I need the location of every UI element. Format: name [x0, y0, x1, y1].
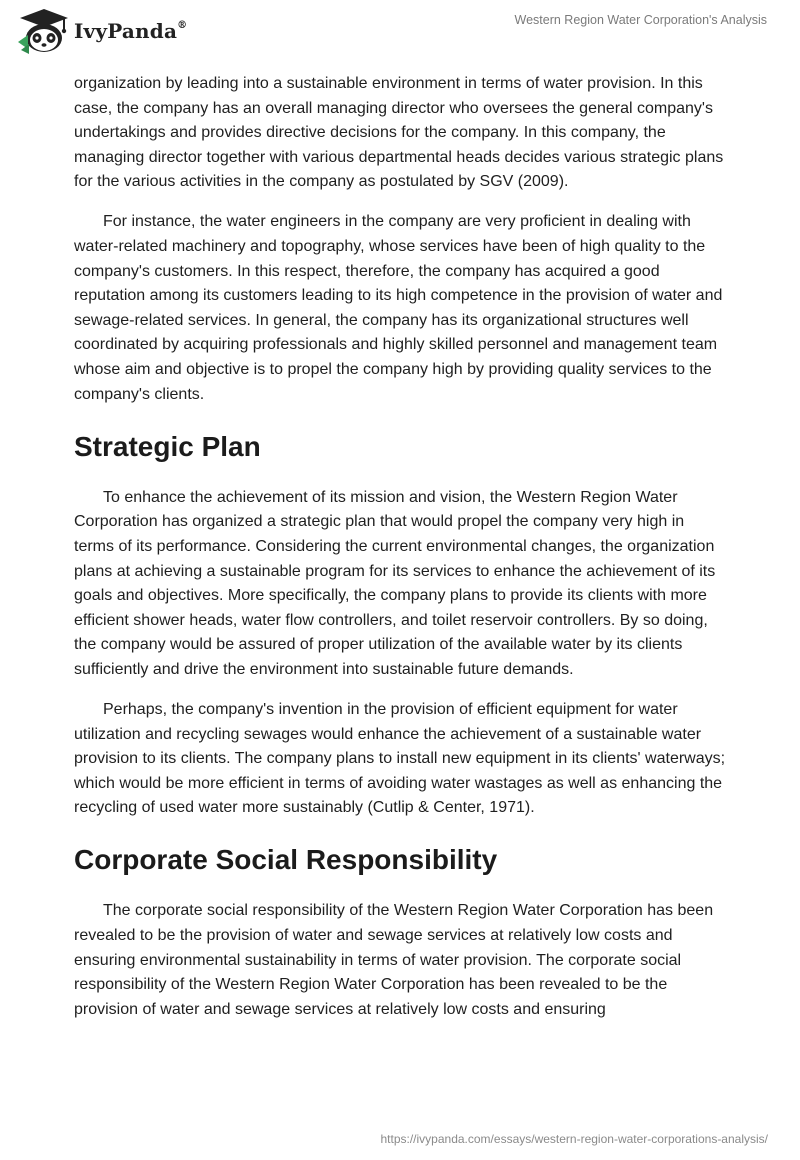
ivypanda-logo[interactable] — [14, 8, 187, 54]
paragraph: To enhance the achievement of its mission and vision, the Western Region Water Corporation has organized a strategic plan that would propel the company very high in terms of its performance. Considering the current environmental changes, the organization plans at achieving a sustainable program for its services to enhance the achievement of its goals and objectives. More specifically, the company plans to provide its clients with more efficient shower heads, water flow controllers, and toilet reservoir controllers. By so doing, the company would be assured of proper utilization of the available water by its clients sufficiently and drive the environment into sustainable future demands. — [74, 488, 716, 678]
document-title: Western Region Water Corporation's Analysis — [514, 13, 767, 27]
essay-body — [74, 72, 726, 1038]
section-heading-corporate-social-responsibility: Corporate Social Responsibility — [74, 844, 498, 876]
brand-name: IvyPanda® — [74, 19, 188, 43]
paragraph: For instance, the water engineers in the company are very proficient in dealing with water-related machinery and topography, whose services have been of high quality to the company's customers. In this respect, therefore, the company has acquired a good reputation among its customers leading to its high competence in the provision of water and sewage-related services. In general, the company has its organizational structures well coordinated by acquiring professionals and highly skilled personnel and management team whose aim and objective is to propel the company high by providing quality services to the company's clients. — [74, 213, 723, 403]
paragraph: Perhaps, the company's invention in the provision of efficient equipment for water utilization and recycling sewages would enhance the achievement of a sustainable water provision to its clients. The company plans to install new equipment in its clients' waterways; which would be more efficient in terms of avoiding water wastages as well as enhancing the recycling of used water more sustainably (Cutlip & Center, 1971). — [74, 700, 726, 817]
panda-graduate-icon — [14, 8, 70, 54]
section-heading-strategic-plan: Strategic Plan — [74, 430, 261, 462]
paragraph: The corporate social responsibility of the Western Region Water Corporation has been revealed to be the provision of water and sewage services at relatively low costs and ensuring environmental sustainability in terms of water provision. The corporate social responsibility of the Western Region Water Corporation has been revealed to be the provision of water and sewage services at relatively low costs and ensuring — [74, 902, 714, 1018]
paragraph: organization by leading into a sustainable environment in terms of water provision. In this case, the company has an overall managing director who oversees the general company's undertakings and provides directive decisions for the company. In this company, the managing director together with various departmental heads decides various strategic plans for the various activities in the company as postulated by SGV (2009). — [74, 75, 724, 191]
source-url[interactable]: https://ivypanda.com/essays/western-region-water-corporations-analysis/ — [380, 1132, 768, 1146]
page-header — [0, 0, 800, 70]
